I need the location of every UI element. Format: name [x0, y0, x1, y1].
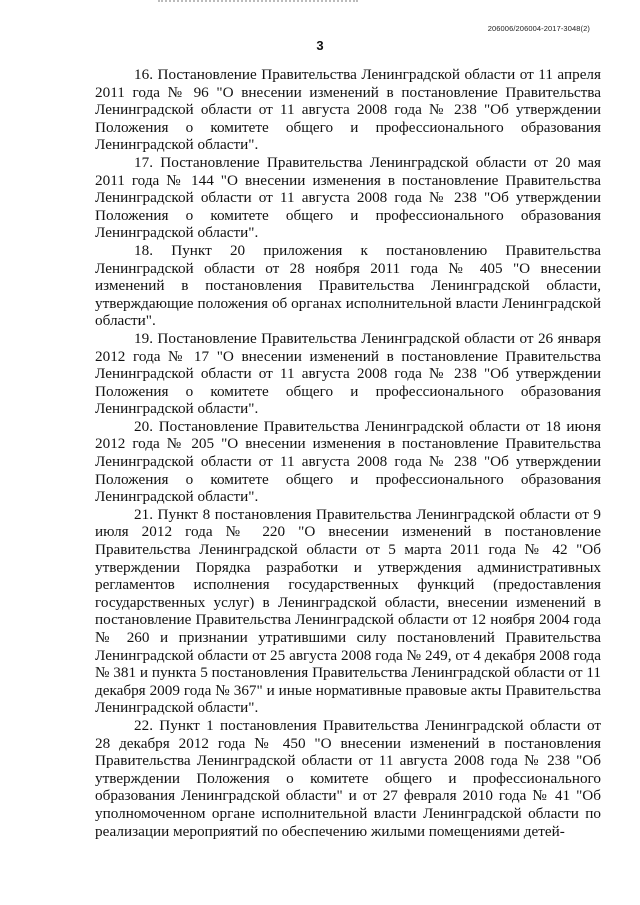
paragraph-22: 22. Пункт 1 постановления Правительства Ленинградской области от 28 декабря 2012 года № 450 "О внесении изменений в постановления Правительства Ленинградской области от 11 августа 2008 года № 238 "Об утверждении Положения о комитете общего и профессионального образования Ленинградской области" и от 27 февраля 2010 года № 41 "Об уполномоченном органе исполнительной власти Ленинградской области по реализации мероприятий по обеспечению жилыми помещениями детей-: [95, 716, 601, 840]
scan-edge-artifact: [158, 0, 358, 4]
document-body: [95, 66, 601, 840]
paragraph-19: 19. Постановление Правительства Ленинградской области от 26 января 2012 года № 17 "О внесении изменений в постановление Правительства Ленинградской области от 11 августа 2008 года № 238 "Об утверждении Положения о комитете общего и профессионального образования Ленинградской области".: [95, 329, 601, 418]
paragraph-18: 18. Пункт 20 приложения к постановлению Правительства Ленинградской области от 28 ноября 2011 года № 405 "О внесении изменений в постановления Правительства Ленинградской области, утверждающие положения об органах исполнительной власти Ленинградской области".: [95, 241, 601, 330]
paragraph-17: 17. Постановление Правительства Ленинградской области от 20 мая 2011 года № 144 "О внесении изменения в постановление Правительства Ленинградской области от 11 августа 2008 года № 238 "Об утверждении Положения о комитете общего и профессионального образования Ленинградской области".: [95, 153, 601, 242]
page-number: 3: [316, 38, 324, 53]
paragraph-20: 20. Постановление Правительства Ленинградской области от 18 июня 2012 года № 205 "О внесении изменения в постановление Правительства Ленинградской области от 11 августа 2008 года № 238 "Об утверждении Положения о комитете общего и профессионального образования Ленинградской области".: [95, 417, 601, 506]
paragraph-21: 21. Пункт 8 постановления Правительства Ленинградской области от 9 июля 2012 года № 220 "О внесении изменений в постановление Правительства Ленинградской области от 5 марта 2011 года № 42 "Об утверждении Порядка разработки и утверждения административных регламентов исполнения государственных функций (предоставления государственных услуг) в Ленинградской области, внесении изменений в постановление Правительства Ленинградской области от 12 ноября 2004 года № 260 и признании утратившими силу постановлений Правительства Ленинградской области от 25 августа 2008 года № 249, от 4 декабря 2008 года № 381 и пункта 5 постановления Правительства Ленинградской области от 11 декабря 2009 года № 367" и иные нормативные правовые акты Правительства Ленинградской области".: [95, 505, 601, 717]
document-code: 206006/206004-2017-3048(2): [487, 24, 590, 33]
paragraph-16: 16. Постановление Правительства Ленинградской области от 11 апреля 2011 года № 96 "О внесении изменений в постановление Правительства Ленинградской области от 11 августа 2008 года № 238 "Об утверждении Положения о комитете общего и профессионального образования Ленинградской области".: [95, 66, 601, 154]
